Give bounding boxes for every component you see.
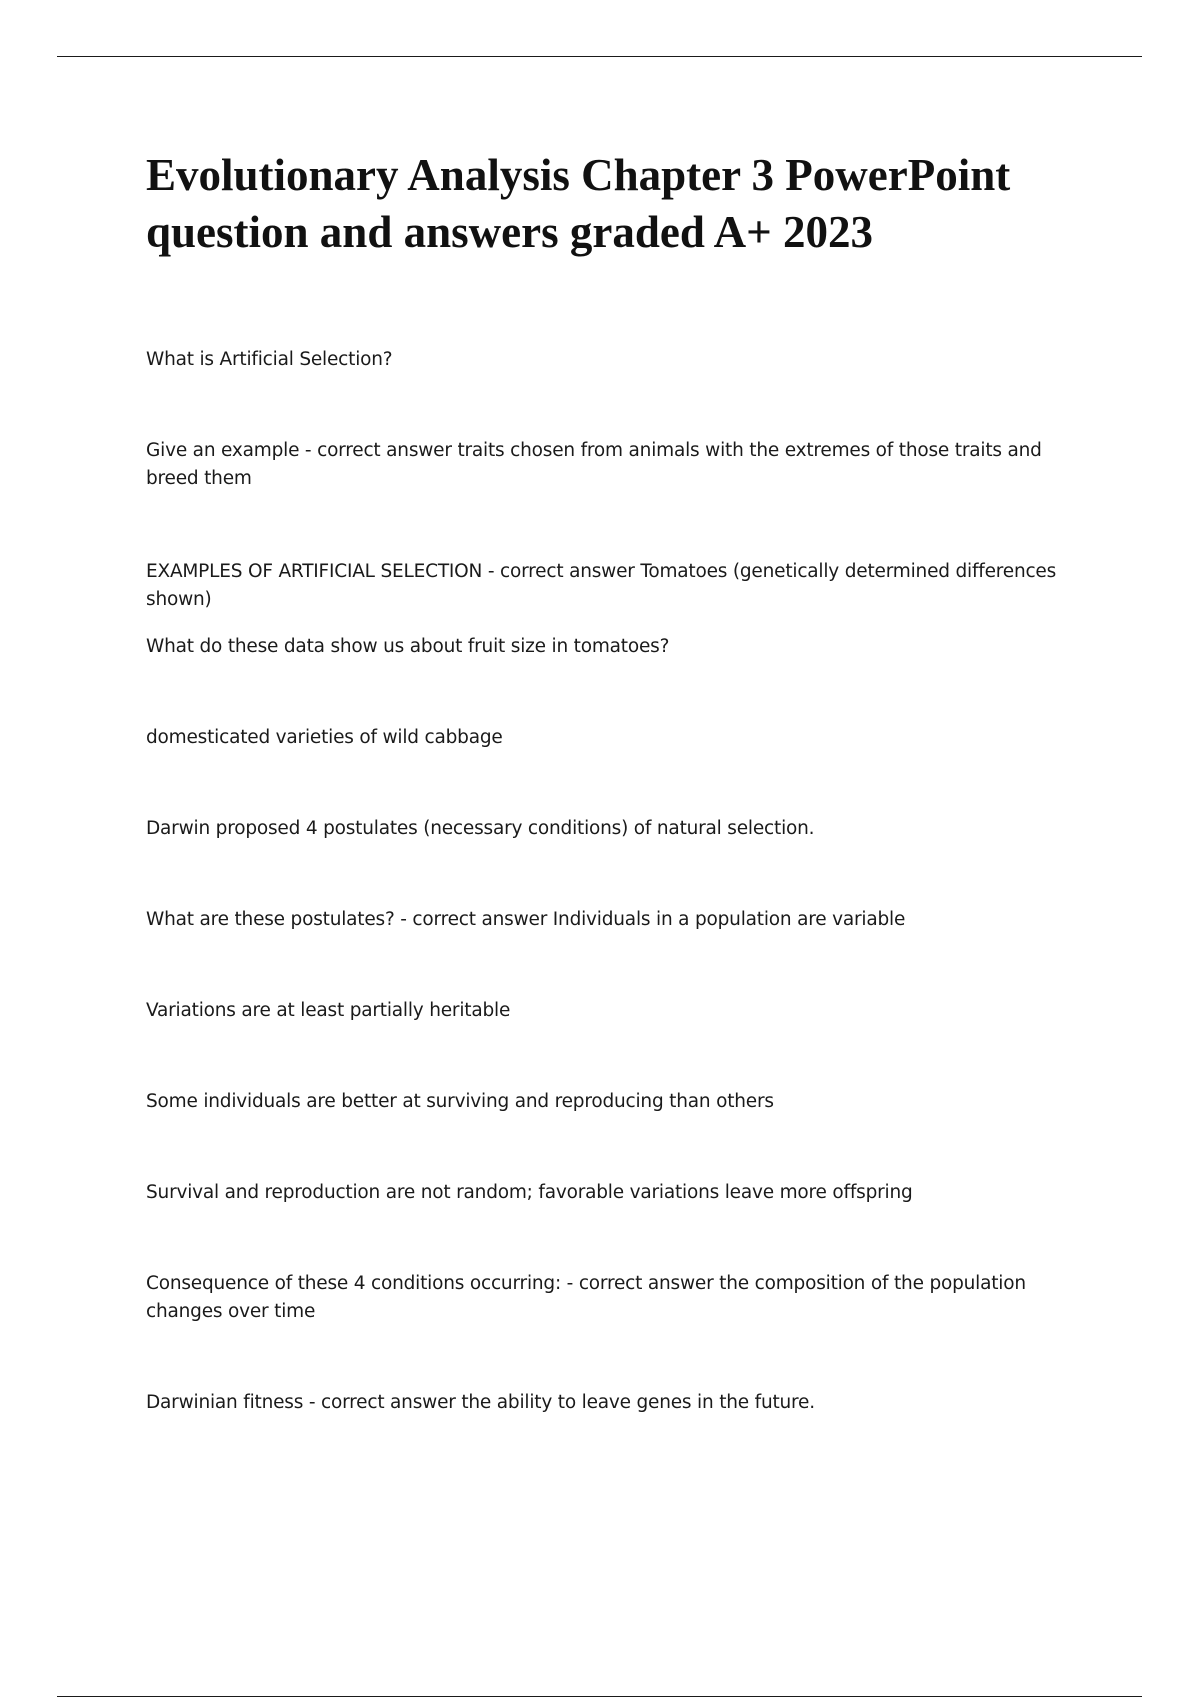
qa-postulates: What are these postulates? - correct answer Individuals in a population are variable [146, 909, 906, 930]
text-wild-cabbage: domesticated varieties of wild cabbage [146, 727, 503, 748]
text-darwin-postulates: Darwin proposed 4 postulates (necessary conditions) of natural selection. [146, 818, 815, 839]
qa-consequence: Consequence of these 4 conditions occurring: - correct answer the composition of the population changes over time [146, 1273, 1026, 1322]
top-rule [57, 56, 1142, 57]
text-survival-not-random: Survival and reproduction are not random; favorable variations leave more offspring [146, 1182, 913, 1203]
question-artificial-selection: What is Artificial Selection? [146, 349, 393, 370]
qa-example: Give an example - correct answer traits chosen from animals with the extremes of those traits and breed them [146, 440, 1042, 489]
document-title [146, 147, 1096, 261]
qa-darwinian-fitness: Darwinian fitness - correct answer the ability to leave genes in the future. [146, 1392, 815, 1413]
qa-examples-artificial-selection: EXAMPLES OF ARTIFICIAL SELECTION - correct answer Tomatoes (genetically determined differences shown) [146, 561, 1057, 610]
bottom-rule [57, 1696, 1142, 1697]
title-line-2: question and answers graded A+ 2023 [146, 207, 874, 257]
question-fruit-size: What do these data show us about fruit size in tomatoes? [146, 636, 670, 657]
text-surviving-reproducing: Some individuals are better at surviving and reproducing than others [146, 1091, 774, 1112]
text-variations-heritable: Variations are at least partially heritable [146, 1000, 511, 1021]
title-line-1: Evolutionary Analysis Chapter 3 PowerPoint [146, 150, 1011, 200]
